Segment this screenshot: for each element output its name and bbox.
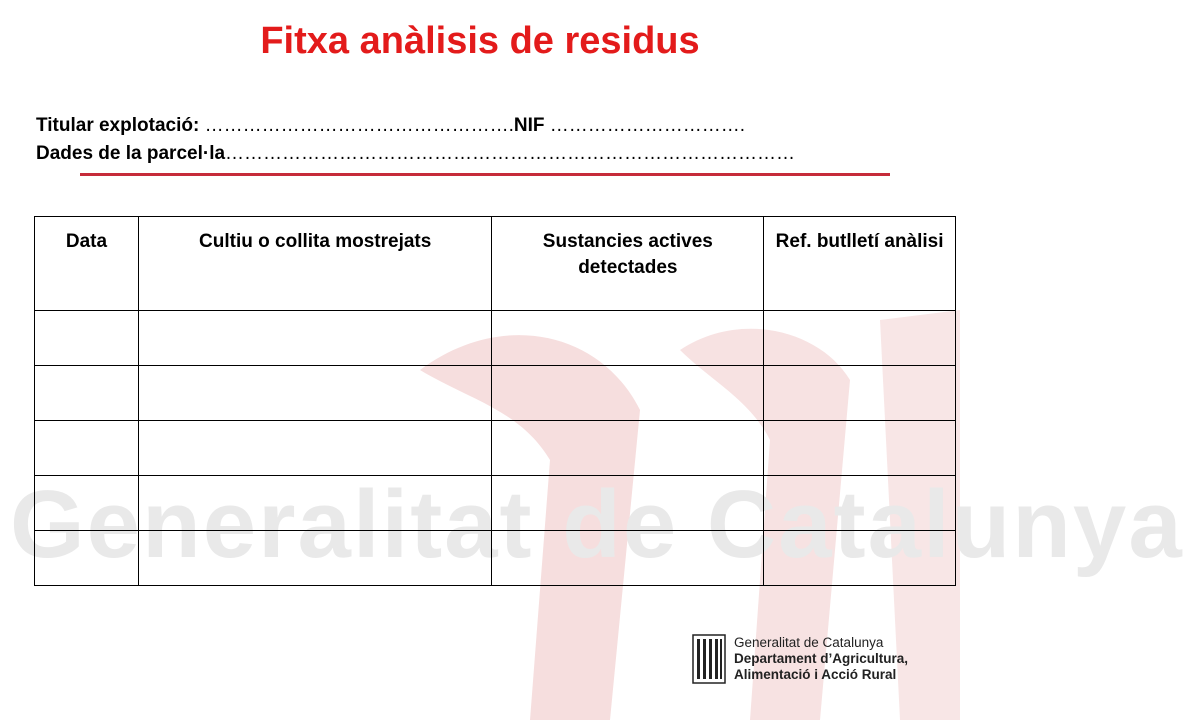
table-row: [35, 421, 956, 476]
table-cell[interactable]: [764, 476, 956, 531]
nif-dots: ………………………….: [549, 115, 746, 136]
table-cell[interactable]: [764, 311, 956, 366]
table-cell[interactable]: [138, 421, 492, 476]
table-cell[interactable]: [764, 421, 956, 476]
titular-label: Titular explotació:: [36, 115, 200, 136]
table-row: [35, 531, 956, 586]
header-data: Data: [35, 217, 139, 311]
table-cell[interactable]: [492, 476, 764, 531]
parcela-label: Dades de la parcel·la: [36, 143, 226, 164]
table-header-row: [35, 217, 956, 311]
table-cell[interactable]: [35, 311, 139, 366]
titular-line: [36, 115, 745, 137]
table-cell[interactable]: [492, 421, 764, 476]
residue-table: [34, 216, 956, 586]
logo-line-2: Departament d’Agricultura,: [734, 651, 909, 666]
logo-line-1: Generalitat de Catalunya: [734, 635, 884, 650]
header-cultiu: Cultiu o collita mostrejats: [138, 217, 492, 311]
table-cell[interactable]: [138, 311, 492, 366]
table-cell[interactable]: [764, 366, 956, 421]
table-cell[interactable]: [492, 311, 764, 366]
parcela-line: [36, 143, 795, 165]
header-sustancies: Sustancies actives detectades: [492, 217, 764, 311]
generalitat-logo: [692, 634, 908, 684]
table-row: [35, 311, 956, 366]
watermark-text: Generalitat de Catalunya: [10, 471, 1184, 578]
logo-text: [734, 635, 908, 683]
table-cell[interactable]: [138, 531, 492, 586]
table-cell[interactable]: [138, 366, 492, 421]
table-row: [35, 366, 956, 421]
table-cell[interactable]: [35, 421, 139, 476]
table-cell[interactable]: [764, 531, 956, 586]
table-cell[interactable]: [35, 476, 139, 531]
header-ref: Ref. butlletí anàlisi: [764, 217, 956, 311]
table-cell[interactable]: [35, 531, 139, 586]
red-divider: [80, 173, 890, 176]
parcela-dots: ………………………………………………………………………………: [225, 143, 796, 164]
table-cell[interactable]: [492, 531, 764, 586]
nif-label: NIF: [513, 115, 545, 136]
logo-line-3: Alimentació i Acció Rural: [734, 667, 897, 682]
table-cell[interactable]: [35, 366, 139, 421]
table-cell[interactable]: [492, 366, 764, 421]
titular-dots: ………………………………………….: [204, 115, 514, 136]
page-title: Fitxa anàlisis de residus: [260, 20, 700, 62]
table-row: [35, 476, 956, 531]
generalitat-emblem-icon: [692, 634, 726, 684]
table-cell[interactable]: [138, 476, 492, 531]
